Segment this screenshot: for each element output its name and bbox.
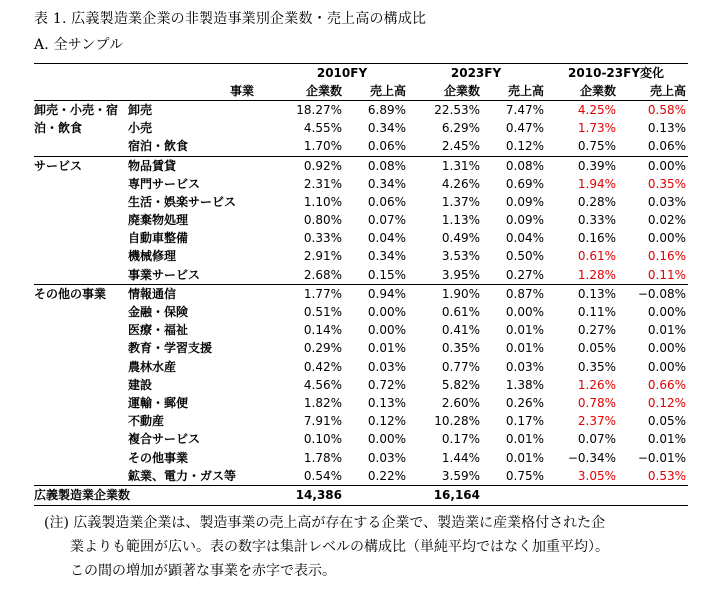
- value-cell: 0.72%: [367, 377, 407, 392]
- value-cell: 4.26%: [441, 176, 481, 191]
- value-cell: 0.12%: [647, 395, 687, 410]
- value-cell: 0.01%: [505, 341, 545, 356]
- col-header: 売上高: [618, 82, 688, 101]
- col-header: 売上高: [344, 82, 408, 101]
- business-name: 物品賃貸: [128, 156, 278, 175]
- value-cell: 0.87%: [482, 285, 546, 304]
- empty-cell: [546, 486, 618, 505]
- empty-cell: [618, 486, 688, 505]
- value-cell: 1.26%: [577, 377, 617, 392]
- table-row: [34, 101, 688, 120]
- group-label: [34, 175, 128, 193]
- value-cell: 0.22%: [367, 468, 407, 483]
- value-cell: 0.33%: [303, 231, 342, 246]
- total-row: [34, 486, 688, 505]
- table-body: [34, 64, 688, 506]
- col-header: 売上高: [482, 82, 546, 101]
- value-cell: 1.78%: [303, 450, 342, 465]
- value-cell: 0.09%: [505, 194, 545, 209]
- value-cell: 0.66%: [647, 377, 687, 392]
- value-cell: 0.53%: [647, 468, 687, 483]
- value-cell: 0.42%: [303, 359, 342, 374]
- value-cell: 0.11%: [577, 305, 617, 320]
- value-cell: 0.34%: [367, 121, 407, 136]
- footnote: [44, 511, 694, 583]
- business-name: 廃棄物処理: [128, 213, 189, 228]
- value-cell: 3.59%: [441, 468, 481, 483]
- business-name: 卸売: [128, 101, 278, 120]
- value-cell: 0.09%: [505, 213, 545, 228]
- value-cell: 2.68%: [303, 267, 342, 282]
- table-row: [34, 376, 688, 394]
- table-row: [34, 358, 688, 376]
- value-cell: 0.69%: [505, 176, 545, 191]
- group-label: [34, 212, 128, 230]
- value-cell: 0.61%: [441, 305, 481, 320]
- value-cell: 0.15%: [367, 267, 407, 282]
- empty-cell: [482, 486, 546, 505]
- value-cell: 22.53%: [408, 101, 482, 120]
- value-cell: 0.35%: [577, 359, 617, 374]
- value-cell: 0.01%: [505, 450, 545, 465]
- value-cell: 0.34%: [367, 249, 407, 264]
- table-row: [34, 413, 688, 431]
- value-cell: 0.00%: [647, 359, 687, 374]
- business-name: 運輸・郵便: [128, 395, 189, 410]
- value-cell: 0.06%: [647, 139, 687, 154]
- table-row: [34, 230, 688, 248]
- value-cell: 1.38%: [505, 377, 545, 392]
- value-cell: 0.06%: [367, 194, 407, 209]
- business-name: 小売: [128, 121, 153, 136]
- col-header: 企業数: [408, 82, 482, 101]
- value-cell: −0.08%: [618, 285, 688, 304]
- business-name: 自動車整備: [128, 231, 189, 246]
- value-cell: 0.10%: [303, 432, 342, 447]
- group-label: [34, 431, 128, 449]
- value-cell: 0.47%: [505, 121, 545, 136]
- value-cell: 1.73%: [577, 121, 617, 136]
- table-row: [34, 285, 688, 304]
- value-cell: 6.89%: [344, 101, 408, 120]
- table-row: [34, 193, 688, 211]
- table-row: [34, 394, 688, 412]
- value-cell: 0.33%: [577, 213, 617, 228]
- value-cell: 0.06%: [367, 139, 407, 154]
- value-cell: 2.45%: [441, 139, 481, 154]
- table-row: [34, 467, 688, 486]
- group-label: [34, 248, 128, 266]
- value-cell: 1.13%: [441, 213, 481, 228]
- value-cell: 0.17%: [505, 414, 545, 429]
- value-cell: 6.29%: [441, 121, 481, 136]
- group-label: [34, 138, 128, 157]
- value-cell: 2.37%: [577, 414, 617, 429]
- table-row: [34, 212, 688, 230]
- value-cell: 0.12%: [505, 139, 545, 154]
- value-cell: 0.08%: [344, 156, 408, 175]
- value-cell: 0.01%: [505, 432, 545, 447]
- value-cell: 0.07%: [577, 432, 617, 447]
- value-cell: 0.94%: [344, 285, 408, 304]
- table-row: [34, 431, 688, 449]
- year-header-2023: 2023FY: [408, 64, 546, 83]
- value-cell: 0.27%: [505, 267, 545, 282]
- total-label: 広義製造業企業数: [34, 486, 278, 505]
- value-cell: 0.29%: [303, 341, 342, 356]
- business-name: 複合サービス: [128, 432, 201, 447]
- value-cell: 0.16%: [577, 231, 617, 246]
- value-cell: 3.53%: [441, 249, 481, 264]
- table-row: [34, 248, 688, 266]
- value-cell: 0.03%: [647, 194, 687, 209]
- value-cell: 0.00%: [618, 156, 688, 175]
- value-cell: 0.02%: [647, 213, 687, 228]
- value-cell: 1.82%: [303, 395, 342, 410]
- value-cell: 0.49%: [441, 231, 481, 246]
- value-cell: 1.94%: [577, 176, 617, 191]
- group-label: サービス: [34, 156, 128, 175]
- value-cell: 0.13%: [647, 121, 687, 136]
- group-label: [34, 322, 128, 340]
- business-header: 事業: [128, 82, 278, 101]
- value-cell: 0.58%: [618, 101, 688, 120]
- value-cell: 0.00%: [367, 323, 407, 338]
- composition-table: [34, 63, 688, 506]
- group-label: [34, 449, 128, 467]
- value-cell: 0.03%: [367, 450, 407, 465]
- year-header-row: [34, 64, 688, 83]
- table-title: 表 1. 広義製造業企業の非製造事業別企業数・売上高の構成比: [34, 11, 427, 27]
- year-header-change: 2010-23FY変化: [546, 64, 688, 83]
- value-cell: 0.00%: [647, 341, 687, 356]
- value-cell: 2.60%: [441, 395, 481, 410]
- value-cell: 0.14%: [303, 323, 342, 338]
- value-cell: 4.25%: [546, 101, 618, 120]
- table-row: [34, 266, 688, 285]
- value-cell: 1.77%: [278, 285, 344, 304]
- value-cell: 0.13%: [367, 395, 407, 410]
- table-row: [34, 449, 688, 467]
- group-label: [34, 303, 128, 321]
- value-cell: 0.00%: [505, 305, 545, 320]
- value-cell: −0.01%: [637, 450, 687, 465]
- group-label: [34, 413, 128, 431]
- value-cell: 0.01%: [505, 323, 545, 338]
- business-name: 医療・福祉: [128, 323, 189, 338]
- value-cell: 0.03%: [505, 359, 545, 374]
- value-cell: 0.07%: [367, 213, 407, 228]
- value-cell: 0.77%: [441, 359, 481, 374]
- value-cell: 0.03%: [367, 359, 407, 374]
- business-name: 情報通信: [128, 285, 278, 304]
- value-cell: 1.44%: [441, 450, 481, 465]
- value-cell: 0.75%: [505, 468, 545, 483]
- col-header: 企業数: [278, 82, 344, 101]
- group-label: その他の事業: [34, 285, 128, 304]
- business-name: 事業サービス: [128, 267, 201, 282]
- table-row: [34, 138, 688, 157]
- business-name: 鉱業、電力・ガス等: [128, 468, 237, 483]
- table-row: [34, 322, 688, 340]
- value-cell: 3.05%: [577, 468, 617, 483]
- total-2023: 16,164: [408, 486, 482, 505]
- value-cell: 0.80%: [303, 213, 342, 228]
- value-cell: 4.56%: [303, 377, 342, 392]
- value-cell: 0.08%: [482, 156, 546, 175]
- business-name: 生活・娯楽サービス: [128, 194, 237, 209]
- group-label: [34, 376, 128, 394]
- value-cell: 0.01%: [647, 323, 687, 338]
- value-cell: 1.10%: [303, 194, 342, 209]
- business-name: 不動産: [128, 414, 165, 429]
- value-cell: 0.51%: [303, 305, 342, 320]
- business-name: 金融・保険: [128, 305, 189, 320]
- table-row: [34, 175, 688, 193]
- value-cell: 0.05%: [577, 341, 617, 356]
- value-cell: 0.16%: [647, 249, 687, 264]
- value-cell: 0.04%: [505, 231, 545, 246]
- table-row: [34, 340, 688, 358]
- value-cell: 0.50%: [505, 249, 545, 264]
- year-header-2010: 2010FY: [278, 64, 408, 83]
- business-name: 宿泊・飲食: [128, 139, 189, 154]
- value-cell: 0.92%: [278, 156, 344, 175]
- value-cell: 0.35%: [441, 341, 481, 356]
- business-name: その他事業: [128, 450, 189, 465]
- value-cell: 1.37%: [441, 194, 481, 209]
- group-label: [34, 358, 128, 376]
- value-cell: 0.00%: [647, 231, 687, 246]
- value-cell: 0.00%: [367, 432, 407, 447]
- value-cell: 0.05%: [647, 414, 687, 429]
- col-header: 企業数: [546, 82, 618, 101]
- group-label: [34, 467, 128, 486]
- value-cell: 1.70%: [303, 139, 342, 154]
- value-cell: 0.54%: [303, 468, 342, 483]
- value-cell: 0.01%: [647, 432, 687, 447]
- value-cell: 3.95%: [441, 267, 481, 282]
- value-cell: 0.04%: [367, 231, 407, 246]
- value-cell: 7.47%: [482, 101, 546, 120]
- business-name: 機械修理: [128, 249, 177, 264]
- business-name: 専門サービス: [128, 176, 201, 191]
- business-name: 農林水産: [128, 359, 177, 374]
- value-cell: 0.17%: [441, 432, 481, 447]
- business-name: 建設: [128, 377, 153, 392]
- value-cell: 7.91%: [303, 414, 342, 429]
- value-cell: 0.39%: [546, 156, 618, 175]
- value-cell: 0.61%: [577, 249, 617, 264]
- footnote-line: (注) 広義製造業企業は、製造事業の売上高が存在する企業で、製造業に産業格付された企: [44, 515, 606, 531]
- group-label: [34, 266, 128, 285]
- value-cell: 1.90%: [408, 285, 482, 304]
- value-cell: 0.13%: [546, 285, 618, 304]
- value-cell: 2.91%: [303, 249, 342, 264]
- total-2010: 14,386: [278, 486, 344, 505]
- value-cell: 0.41%: [441, 323, 481, 338]
- group-label: [34, 394, 128, 412]
- value-cell: 0.78%: [577, 395, 617, 410]
- value-cell: 4.55%: [303, 121, 342, 136]
- value-cell: 0.35%: [647, 176, 687, 191]
- value-cell: 0.01%: [367, 341, 407, 356]
- value-cell: 0.11%: [647, 267, 687, 282]
- table-row: [34, 120, 688, 138]
- footnote-line: この間の増加が顕著な事業を赤字で表示。: [70, 563, 336, 579]
- value-cell: 1.28%: [577, 267, 617, 282]
- group-label: 泊・飲食: [34, 121, 83, 136]
- table-row: [34, 156, 688, 175]
- business-name: 教育・学習支援: [128, 341, 213, 356]
- value-cell: 18.27%: [278, 101, 344, 120]
- value-cell: 10.28%: [434, 414, 481, 429]
- footnote-line: 業よりも範囲が広い。表の数字は集計レベルの構成比（単純平均ではなく加重平均）。: [70, 539, 609, 555]
- column-header-row: [34, 82, 688, 101]
- value-cell: 0.26%: [505, 395, 545, 410]
- value-cell: −0.34%: [567, 450, 617, 465]
- value-cell: 0.75%: [577, 139, 617, 154]
- value-cell: 0.12%: [367, 414, 407, 429]
- value-cell: 1.31%: [408, 156, 482, 175]
- value-cell: 2.31%: [303, 176, 342, 191]
- empty-cell: [344, 486, 408, 505]
- table-subtitle: A. 全サンプル: [34, 37, 124, 53]
- group-label: [34, 340, 128, 358]
- group-label: [34, 230, 128, 248]
- value-cell: 0.34%: [367, 176, 407, 191]
- value-cell: 5.82%: [441, 377, 481, 392]
- value-cell: 0.28%: [577, 194, 617, 209]
- value-cell: 0.27%: [577, 323, 617, 338]
- value-cell: 0.00%: [647, 305, 687, 320]
- group-label: 卸売・小売・宿: [34, 101, 128, 120]
- value-cell: 0.00%: [367, 305, 407, 320]
- table-row: [34, 303, 688, 321]
- group-label: [34, 193, 128, 211]
